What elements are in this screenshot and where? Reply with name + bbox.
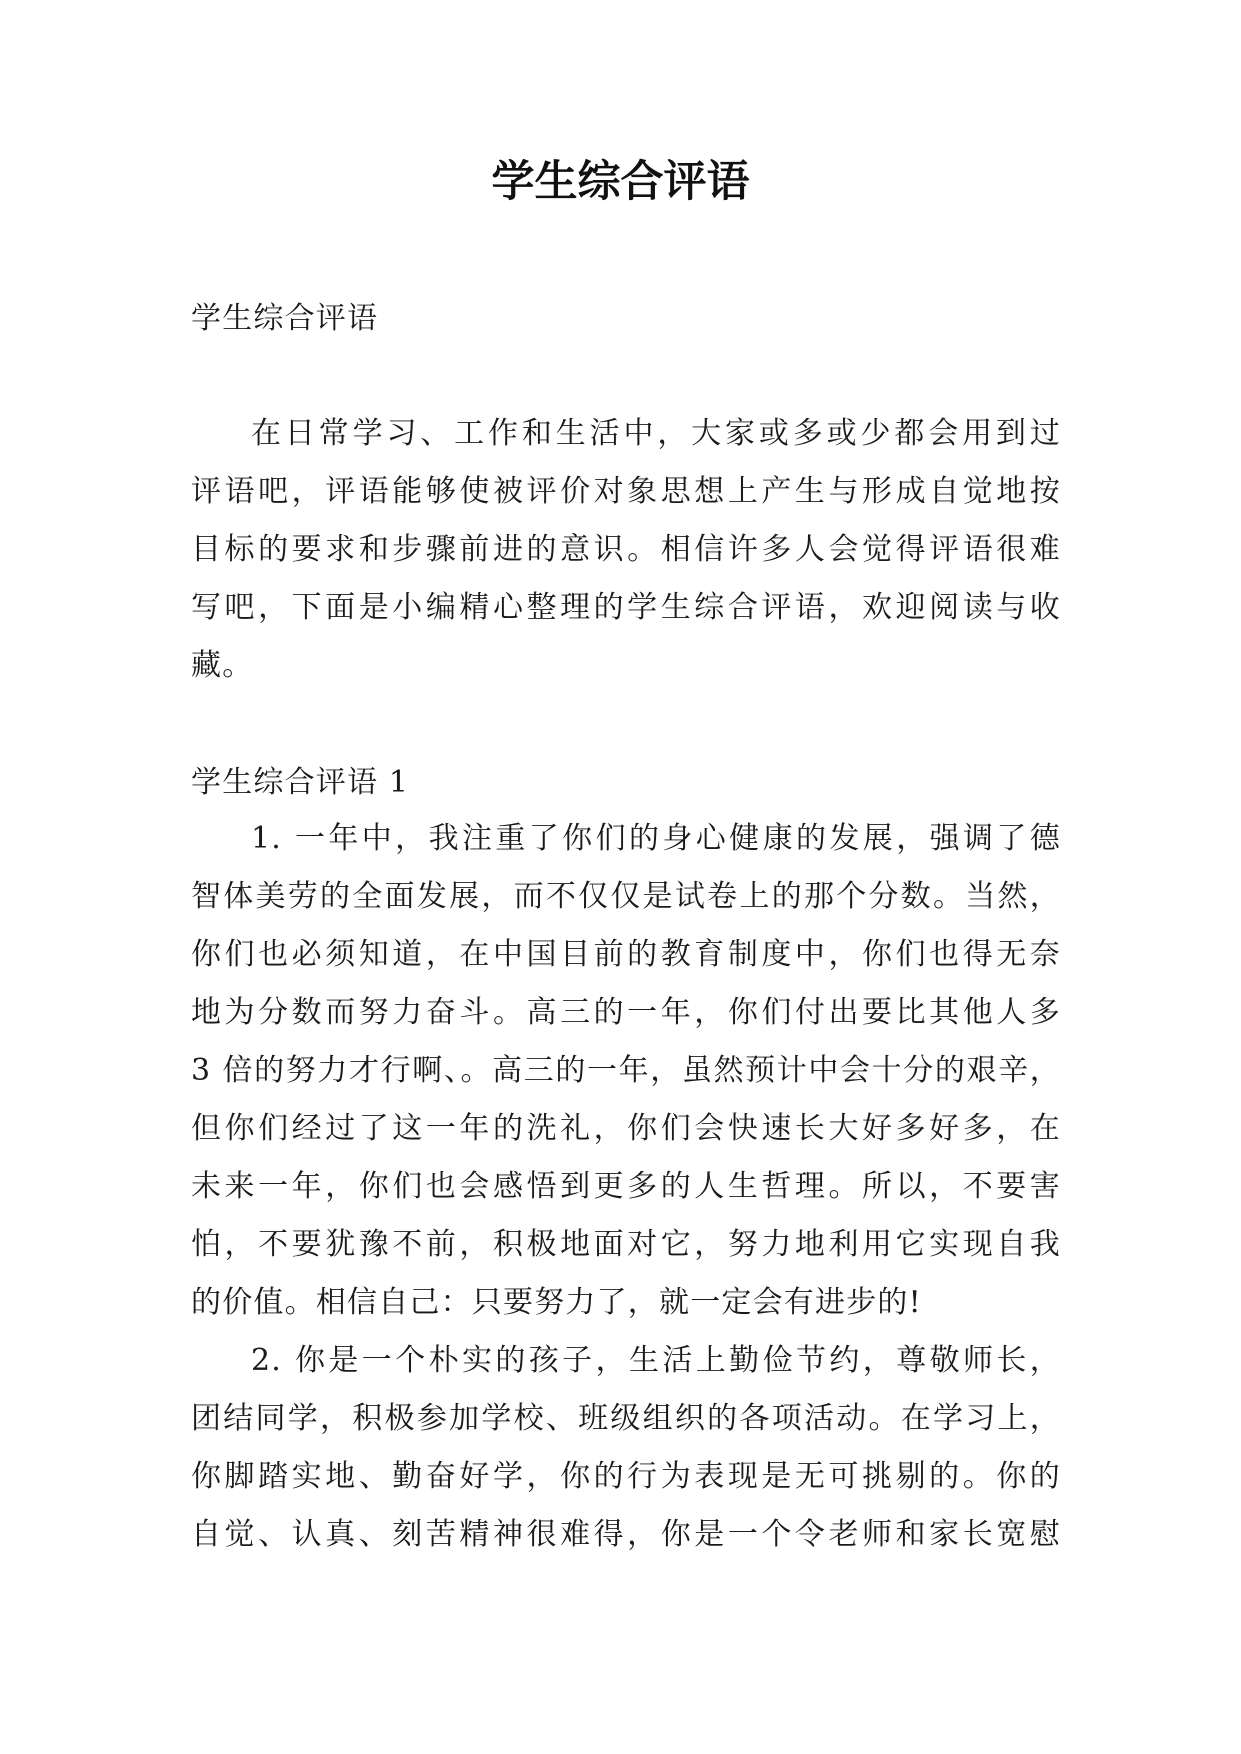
intro-line: 目标的要求和步骤前进的意识。相信许多人会觉得评语很难 xyxy=(191,532,1061,567)
item1-line: 的价值。相信自己：只要努力了，就一定会有进步的! xyxy=(191,1285,922,1320)
intro-line: 藏。 xyxy=(191,648,254,683)
subtitle: 学生综合评语 xyxy=(191,301,379,336)
item1-line: 3 倍的努力才行啊、。高三的一年，虽然预计中会十分的艰辛， xyxy=(191,1053,1061,1088)
document-title: 学生综合评语 xyxy=(491,157,750,207)
intro-line: 写吧，下面是小编精心整理的学生综合评语，欢迎阅读与收 xyxy=(191,590,1061,625)
item1-line: 智体美劳的全面发展，而不仅仅是试卷上的那个分数。当然， xyxy=(191,879,1061,914)
intro-line: 评语吧，评语能够使被评价对象思想上产生与形成自觉地按 xyxy=(191,474,1061,509)
section-heading: 学生综合评语 1 xyxy=(191,765,410,800)
item2-line: 自觉、认真、刻苦精神很难得，你是一个令老师和家长宽慰 xyxy=(191,1517,1061,1552)
item1-line: 怕，不要犹豫不前，积极地面对它，努力地利用它实现自我 xyxy=(191,1227,1061,1262)
item2-line: 团结同学，积极参加学校、班级组织的各项活动。在学习上， xyxy=(191,1401,1061,1436)
item1-line: 地为分数而努力奋斗。高三的一年，你们付出要比其他人多 xyxy=(191,995,1061,1030)
item1-line: 你们也必须知道，在中国目前的教育制度中，你们也得无奈 xyxy=(191,937,1061,972)
item2-line: 你脚踏实地、勤奋好学，你的行为表现是无可挑剔的。你的 xyxy=(191,1459,1061,1494)
item1-line: 未来一年，你们也会感悟到更多的人生哲理。所以，不要害 xyxy=(191,1169,1061,1204)
item2-line: 2. 你是一个朴实的孩子，生活上勤俭节约，尊敬师长， xyxy=(251,1343,1061,1378)
item1-line: 但你们经过了这一年的洗礼，你们会快速长大好多好多，在 xyxy=(191,1111,1061,1146)
item1-line: 1. 一年中，我注重了你们的身心健康的发展，强调了德 xyxy=(251,821,1061,856)
intro-line: 在日常学习、工作和生活中，大家或多或少都会用到过 xyxy=(251,416,1061,451)
